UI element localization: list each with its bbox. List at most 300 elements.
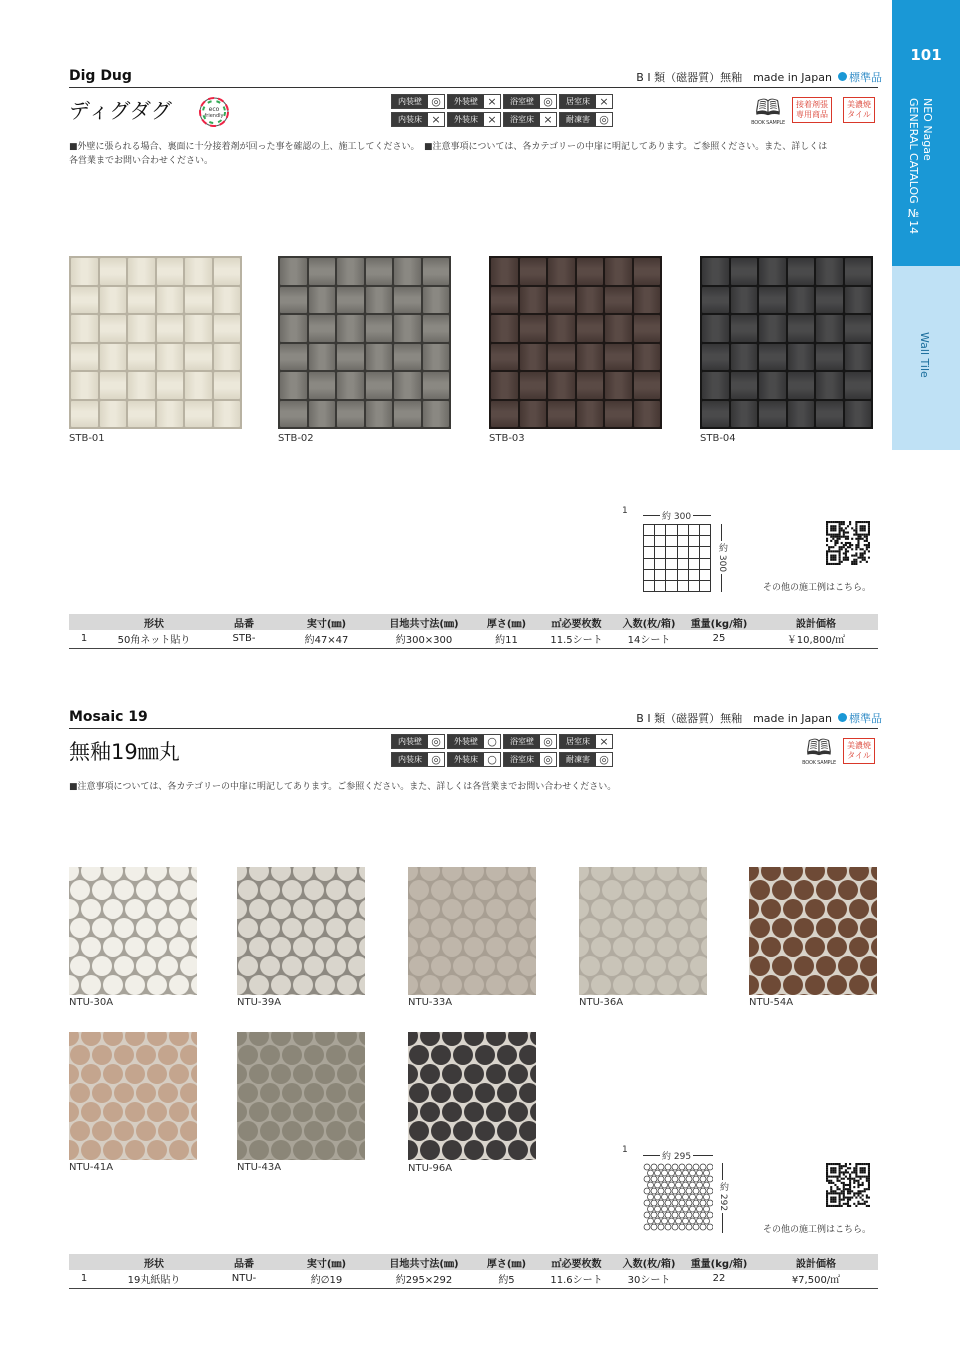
tile-chip: [214, 315, 241, 342]
tile-chip: [92, 880, 112, 900]
sheet-cell: [689, 570, 699, 580]
tile-chip: [788, 315, 815, 342]
tile-chip: [845, 344, 872, 371]
tile-chip: [147, 1032, 167, 1046]
sheet-cell: [651, 1224, 657, 1230]
tile-chip: [420, 975, 440, 995]
tile-chip: [475, 1121, 495, 1141]
usage-mark: ×: [431, 113, 441, 126]
table-header: 厚さ(㎜): [474, 1254, 539, 1270]
s2-product-name: 無釉19㎜丸: [69, 740, 180, 764]
tile-chip: [634, 287, 661, 314]
s1-qr-caption: その他の施工例はこちら。: [763, 583, 872, 593]
tile-image: [408, 1032, 536, 1160]
tile-chip: [731, 372, 758, 399]
tile-chip: [508, 867, 528, 881]
tile-chip: [238, 1121, 258, 1141]
sheet-cell: [644, 1188, 650, 1194]
tile-chip: [431, 880, 451, 900]
tile-chip: [309, 258, 336, 285]
sheet-cell: [678, 547, 688, 557]
tile-chip: [491, 287, 518, 314]
usage-label: 耐凍害: [560, 113, 596, 126]
tile-chip: [580, 918, 600, 938]
sheet-cell: [644, 1176, 650, 1182]
tile-chip: [420, 1032, 440, 1046]
tile-chip: [519, 1121, 536, 1141]
tile-chip: [100, 372, 127, 399]
sheet-cell: [651, 1200, 657, 1206]
usage-mark: ◎: [543, 735, 553, 748]
tile-chip: [759, 258, 786, 285]
tile-code: STB-03: [489, 433, 525, 444]
tile-chip: [690, 918, 707, 938]
sheet-cell: [655, 1206, 661, 1212]
sheet-cell: [662, 1182, 668, 1188]
sheet-cell: [651, 1188, 657, 1194]
tile-chip: [249, 899, 269, 919]
tile-chip: [464, 1102, 484, 1122]
sheet-cell: [700, 536, 710, 546]
sheet-cell: [665, 1224, 671, 1230]
tile-chip: [591, 899, 611, 919]
tile-chip: [191, 937, 197, 957]
tile-chip: [70, 1083, 90, 1103]
tile-chip: [423, 287, 450, 314]
tile-chip: [491, 372, 518, 399]
sheet-cell: [669, 1194, 675, 1200]
tile-chip: [81, 867, 101, 881]
s2-usage-grid: [391, 734, 613, 767]
table-cell: 11.5シート: [539, 630, 614, 648]
tile-chip: [702, 344, 729, 371]
tile-chip: [635, 899, 655, 919]
tile-chip: [280, 401, 307, 428]
tile-chip: [431, 1045, 451, 1065]
tile-chip: [249, 1140, 269, 1160]
tile-chip: [326, 880, 346, 900]
table-cell: 約300×300: [374, 630, 474, 648]
sheet-cell: [662, 1218, 668, 1224]
tile-chip: [282, 956, 302, 976]
tile-chip: [71, 258, 98, 285]
tile-chip: [103, 1140, 123, 1160]
tile-chip: [624, 956, 644, 976]
tile-chip: [70, 1045, 90, 1065]
tile-image: [278, 256, 451, 429]
tile-chip: [845, 315, 872, 342]
sheet-cell: [690, 1218, 696, 1224]
tile-chip: [169, 1032, 189, 1046]
tile-chip: [750, 918, 770, 938]
sheet-cell: [704, 1218, 710, 1224]
tile-chip: [635, 867, 655, 881]
tile-chip: [191, 1140, 197, 1160]
tile-chip: [749, 937, 759, 957]
sheet-cell: [658, 1212, 664, 1218]
usage-mark: ×: [599, 735, 609, 748]
tile-chip: [749, 975, 759, 995]
tile-chip: [237, 899, 247, 919]
tile-chip: [431, 956, 451, 976]
tile-chip: [634, 401, 661, 428]
page-number: 101: [910, 46, 942, 64]
tile-chip: [136, 1045, 156, 1065]
s2-standard-info: [632, 710, 882, 726]
tile-chip: [423, 372, 450, 399]
s1-book-sample: [749, 98, 787, 126]
tile-chip: [788, 401, 815, 428]
tile-chip: [408, 975, 418, 995]
s1-diagram-number: 1: [622, 506, 628, 516]
table-cell: 約47×47: [279, 630, 374, 648]
s1-spec-table: [69, 614, 878, 649]
tile-chip: [871, 937, 877, 957]
tile-chip: [366, 344, 393, 371]
sheet-cell: [672, 1164, 678, 1170]
s1-standard-dot-icon: [838, 72, 847, 81]
tile-chip: [260, 1121, 280, 1141]
tile-chip: [577, 258, 604, 285]
usage-label: 浴室床: [504, 113, 540, 126]
sheet-cell: [707, 1188, 713, 1194]
tile-chip: [602, 956, 622, 976]
tile-chip: [475, 1083, 495, 1103]
tile-chip: [147, 899, 167, 919]
tile-chip: [237, 1032, 247, 1046]
tile-chip: [185, 315, 212, 342]
tile-chip: [185, 372, 212, 399]
sheet-cell: [679, 1200, 685, 1206]
tile-chip: [408, 899, 418, 919]
tile-chip: [359, 975, 365, 995]
table-cell: ￥10,800/㎡: [754, 630, 878, 648]
sheet-cell: [672, 1176, 678, 1182]
sheet-cell: [648, 1194, 654, 1200]
tile-chip: [214, 287, 241, 314]
tile-chip: [605, 287, 632, 314]
tile-chip: [147, 975, 167, 995]
s2-book-sample: [800, 738, 838, 766]
tile-chip: [214, 258, 241, 285]
tile-chip: [816, 258, 843, 285]
tile-chip: [147, 1140, 167, 1160]
table-header-row: [69, 614, 878, 630]
tile-chip: [420, 1064, 440, 1084]
table-cell: 14シート: [614, 630, 684, 648]
tile-chip: [431, 1083, 451, 1103]
sheet-cell: [644, 1224, 650, 1230]
tile-chip: [103, 937, 123, 957]
sheet-cell: [655, 581, 665, 591]
tile-chip: [442, 899, 462, 919]
tile-chip: [634, 344, 661, 371]
tile-chip: [81, 1140, 101, 1160]
tile-chip: [605, 258, 632, 285]
tile-chip: [701, 899, 707, 919]
tile-chip: [359, 937, 365, 957]
tile-chip: [249, 975, 269, 995]
mino-line1: 美濃焼: [847, 100, 871, 109]
tile-code: NTU-54A: [749, 997, 794, 1008]
tile-chip: [214, 401, 241, 428]
tile-chip: [497, 1083, 517, 1103]
sheet-cell: [678, 570, 688, 580]
s2-qr-caption: その他の施工例はこちら。: [763, 1225, 872, 1235]
sheet-cell: [669, 1182, 675, 1188]
usage-label: 耐凍害: [560, 753, 596, 766]
tile-chip: [337, 315, 364, 342]
tile-chip: [180, 918, 197, 938]
sheet-cell: [678, 559, 688, 569]
sheet-cell: [700, 547, 710, 557]
tile-chip: [158, 918, 178, 938]
usage-mark: ×: [487, 113, 497, 126]
tile-chip: [249, 937, 269, 957]
tile-chip: [304, 918, 324, 938]
tile-chip: [838, 956, 858, 976]
tile-chip: [293, 1140, 313, 1160]
sheet-cell: [662, 1206, 668, 1212]
sheet-cell: [644, 559, 654, 569]
tile-chip: [634, 372, 661, 399]
tile-chip: [271, 1102, 291, 1122]
usage-cell: [503, 752, 557, 767]
tile-chip: [409, 918, 429, 938]
tile-chip: [520, 258, 547, 285]
tile-chip: [805, 867, 825, 881]
tile-chip: [464, 899, 484, 919]
sheet-cell: [651, 1212, 657, 1218]
sheet-cell: [669, 1206, 675, 1212]
side-tab-catalog: [892, 0, 960, 266]
tile-chip: [185, 401, 212, 428]
qr-code-icon[interactable]: [826, 1163, 870, 1207]
tile-chip: [304, 880, 324, 900]
qr-code-icon[interactable]: [826, 521, 870, 565]
tile-chip: [420, 899, 440, 919]
usage-mark: ○: [487, 735, 497, 748]
sheet-cell: [700, 525, 710, 535]
table-header: 品番: [209, 1254, 279, 1270]
tile-chip: [147, 937, 167, 957]
tile-chip: [394, 372, 421, 399]
sheet-cell: [690, 1182, 696, 1188]
table-header: 重量(kg/箱): [684, 1254, 754, 1270]
tile-chip: [185, 344, 212, 371]
tile-chip: [315, 1064, 335, 1084]
tile-chip: [157, 315, 184, 342]
sheet-cell: [658, 1188, 664, 1194]
usage-cell: [559, 112, 613, 127]
tile-code: NTU-33A: [408, 997, 453, 1008]
sheet-cell: [697, 1194, 703, 1200]
tile-chip: [81, 975, 101, 995]
tile-chip: [304, 956, 324, 976]
sheet-cell: [690, 1194, 696, 1200]
usage-cell: [391, 94, 445, 109]
tile-chip: [548, 372, 575, 399]
tile-chip: [103, 899, 123, 919]
tile-chip: [408, 867, 418, 881]
tile-chip: [238, 1083, 258, 1103]
tile-chip: [81, 899, 101, 919]
tile-chip: [408, 1140, 418, 1160]
sheet-cell: [672, 1200, 678, 1206]
tile-chip: [249, 1064, 269, 1084]
tile-chip: [326, 1083, 346, 1103]
sheet-cell: [669, 1218, 675, 1224]
usage-cell: [559, 734, 613, 749]
tile-code: NTU-43A: [237, 1162, 282, 1173]
sheet-cell: [683, 1170, 689, 1176]
tile-chip: [486, 899, 506, 919]
usage-label: 浴室壁: [504, 95, 540, 108]
tile-chip: [491, 258, 518, 285]
sheet-cell: [644, 1164, 650, 1170]
s2-std-text: B I 類（磁器質）無釉 made in Japan: [636, 712, 832, 725]
tile-chip: [157, 287, 184, 314]
sheet-cell: [658, 1224, 664, 1230]
tile-chip: [157, 372, 184, 399]
tile-chip: [271, 1140, 291, 1160]
sheet-cell: [689, 536, 699, 546]
tile-chip: [816, 315, 843, 342]
tile-chip: [394, 258, 421, 285]
usage-cell: [447, 94, 501, 109]
tile-chip: [519, 1083, 536, 1103]
tile-chip: [100, 258, 127, 285]
usage-label: 外装床: [448, 753, 484, 766]
sheet-cell: [666, 525, 676, 535]
tile-chip: [237, 937, 247, 957]
sheet-cell: [700, 1200, 706, 1206]
tile-chip: [464, 937, 484, 957]
tile-chip: [359, 1032, 365, 1046]
sheet-cell: [704, 1194, 710, 1200]
tile-chip: [237, 1064, 247, 1084]
book-icon: 🕮: [806, 736, 832, 761]
s2-width-label: 約 295: [660, 1149, 693, 1162]
tile-chip: [731, 287, 758, 314]
side-tab-section[interactable]: [892, 266, 960, 450]
tile-chip: [690, 880, 707, 900]
table-cell: 25: [684, 630, 754, 648]
sheet-cell: [700, 570, 710, 580]
tile-chip: [309, 315, 336, 342]
tile-image: [408, 867, 536, 995]
tile-chip: [191, 1032, 197, 1046]
tile-code: NTU-30A: [69, 997, 114, 1008]
tile-chip: [71, 372, 98, 399]
tile-chip: [827, 975, 847, 995]
tile-chip: [750, 956, 770, 976]
tile-chip: [508, 1140, 528, 1160]
tile-chip: [309, 372, 336, 399]
sheet-cell: [693, 1224, 699, 1230]
tile-chip: [646, 880, 666, 900]
tile-chip: [128, 287, 155, 314]
tile-chip: [191, 975, 197, 995]
tile-chip: [491, 315, 518, 342]
sheet-cell: [700, 1176, 706, 1182]
tile-image: [700, 256, 873, 429]
tile-chip: [702, 372, 729, 399]
tile-chip: [271, 1064, 291, 1084]
tile-chip: [759, 287, 786, 314]
tile-chip: [679, 975, 699, 995]
tile-chip: [749, 899, 759, 919]
tile-chip: [169, 867, 189, 881]
tile-chip: [816, 918, 836, 938]
tile-chip: [337, 1140, 357, 1160]
tile-chip: [92, 956, 112, 976]
tile-chip: [260, 918, 280, 938]
tile-chip: [293, 1102, 313, 1122]
tile-chip: [293, 1032, 313, 1046]
tile-chip: [280, 287, 307, 314]
usage-cell: [447, 112, 501, 127]
s1-height-label: 約 300: [717, 543, 727, 573]
usage-label: 外装壁: [448, 95, 484, 108]
table-cell: 50角ネット貼り: [99, 630, 209, 648]
table-header: 重量(kg/箱): [684, 614, 754, 630]
sheet-cell: [644, 1212, 650, 1218]
tile-chip: [634, 315, 661, 342]
sheet-cell: [651, 1176, 657, 1182]
tile-chip: [508, 899, 528, 919]
book-icon: 🕮: [755, 96, 781, 121]
tile-chip: [337, 401, 364, 428]
adhesive-line2: 専用商品: [796, 110, 828, 119]
tile-chip: [420, 1140, 440, 1160]
sheet-cell: [644, 547, 654, 557]
sheet-cell: [704, 1182, 710, 1188]
tile-chip: [69, 937, 79, 957]
tile-chip: [871, 975, 877, 995]
tile-chip: [519, 918, 536, 938]
tile-chip: [249, 1032, 269, 1046]
s2-standard-dot-icon: [838, 713, 847, 722]
tile-chip: [69, 1032, 79, 1046]
tile-image: [69, 867, 197, 995]
tile-chip: [805, 899, 825, 919]
tile-chip: [280, 258, 307, 285]
s1-note-line1: ■外壁に張られる場合、裏面に十分接着剤が回った事を確認の上、施工してください。 ■注意事項については、各カテゴリーの中扉に明記してあります。ご参照ください。また、詳しくは: [69, 142, 828, 152]
tile-chip: [238, 956, 258, 976]
tile-chip: [431, 918, 451, 938]
book-sample-caption: BOOK SAMPLE: [802, 760, 836, 766]
usage-mark: ◎: [599, 113, 609, 126]
tile-chip: [147, 867, 167, 881]
tile-chip: [394, 401, 421, 428]
tile-chip: [114, 1083, 134, 1103]
tile-chip: [191, 1102, 197, 1122]
table-header: 品番: [209, 614, 279, 630]
tile-chip: [530, 1140, 536, 1160]
sheet-cell: [704, 1206, 710, 1212]
sheet-cell: [672, 1212, 678, 1218]
tile-chip: [845, 401, 872, 428]
s1-product-name: ディグダグ: [69, 99, 172, 123]
tile-chip: [366, 401, 393, 428]
tile-chip: [475, 956, 495, 976]
tile-chip: [577, 344, 604, 371]
tile-chip: [453, 956, 473, 976]
tile-chip: [475, 880, 495, 900]
sheet-cell: [669, 1170, 675, 1176]
tile-chip: [249, 867, 269, 881]
